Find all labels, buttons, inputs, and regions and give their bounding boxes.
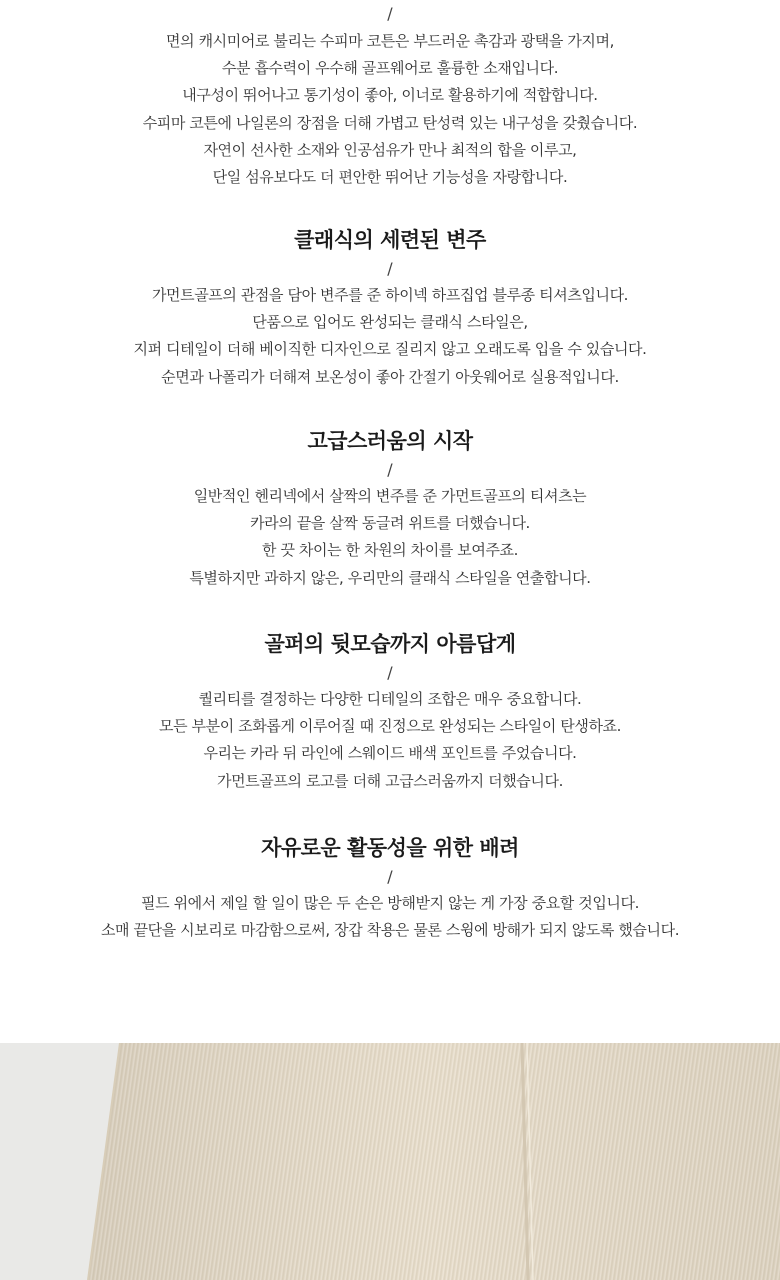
description-line: 수피마 코튼에 나일론의 장점을 더해 가볍고 탄성력 있는 내구성을 갖췄습니다.: [142, 113, 638, 132]
description-line: 단품으로 입어도 완성되는 클래식 스타일은,: [252, 313, 528, 332]
product-fabric-photo: [0, 1043, 780, 1280]
description-line: 소매 끝단을 시보리로 마감함으로써, 장갑 착용은 물론 스윙에 방해가 되지 않도록 했습니다.: [100, 921, 680, 940]
section-divider-slash: /: [387, 663, 393, 682]
description-line: 우리는 카라 뒤 라인에 스웨이드 배색 포인트를 주었습니다.: [203, 744, 577, 763]
section-title: 고급스러움의 시작: [307, 429, 473, 453]
description-line: 순면과 나폴리가 더해져 보온성이 좋아 간절기 아웃웨어로 실용적입니다.: [161, 367, 619, 386]
description-line: 특별하지만 과하지 않은, 우리만의 클래식 스타일을 연출합니다.: [189, 568, 591, 587]
description-line: 가먼트골프의 로고를 더해 고급스러움까지 더했습니다.: [217, 771, 563, 790]
section-divider-slash: /: [387, 259, 393, 278]
section-title: 클래식의 세련된 변주: [294, 228, 486, 252]
description-line: 단일 섬유보다도 더 편안한 뛰어난 기능성을 자랑합니다.: [212, 167, 568, 186]
section-title: 자유로운 활동성을 위한 배려: [261, 836, 519, 860]
description-line: 가먼트골프의 관점을 담아 변주를 준 하이넥 하프집업 블루종 티셔츠입니다.: [151, 286, 629, 304]
section-back-view: [0, 630, 780, 795]
section-divider-slash: /: [387, 867, 393, 886]
section-title: 골퍼의 뒷모습까지 아름답게: [264, 632, 516, 656]
description-line: 한 끗 차이는 한 차원의 차이를 보여주죠.: [261, 541, 519, 560]
description-line: 퀄리티를 결정하는 다양한 디테일의 조합은 매우 중요합니다.: [198, 690, 582, 708]
section-luxury-start: [0, 427, 780, 592]
description-line: 필드 위에서 제일 할 일이 많은 두 손은 방해받지 않는 게 가장 중요할 것입니다.: [141, 894, 639, 912]
description-line: 카라의 끝을 살짝 동글려 위트를 더했습니다.: [250, 514, 530, 533]
description-line: 지퍼 디테일이 더해 베이직한 디자인으로 질리지 않고 오래도록 입을 수 있습니다.: [133, 340, 647, 359]
section-divider-slash: /: [387, 460, 393, 479]
section-classic-variation: [0, 226, 780, 391]
section-fabric: [0, 4, 780, 191]
description-line: 면의 캐시미어로 불리는 수피마 코튼은 부드러운 촉감과 광택을 가지며,: [166, 32, 614, 50]
fabric-closeup-image: [0, 1043, 780, 1280]
description-line: 내구성이 뛰어나고 통기성이 좋아, 이너로 활용하기에 적합합니다.: [182, 86, 598, 105]
description-line: 수분 흡수력이 우수해 골프웨어로 훌륭한 소재입니다.: [221, 59, 559, 78]
section-free-movement: [0, 834, 780, 944]
description-line: 모든 부분이 조화롭게 이루어질 때 진정으로 완성되는 스타일이 탄생하죠.: [158, 717, 622, 736]
description-line: 자연이 선사한 소재와 인공섬유가 만나 최적의 합을 이루고,: [203, 140, 577, 159]
description-line: 일반적인 헨리넥에서 살짝의 변주를 준 가먼트골프의 티셔츠는: [193, 487, 587, 505]
section-divider-slash: /: [387, 4, 393, 23]
